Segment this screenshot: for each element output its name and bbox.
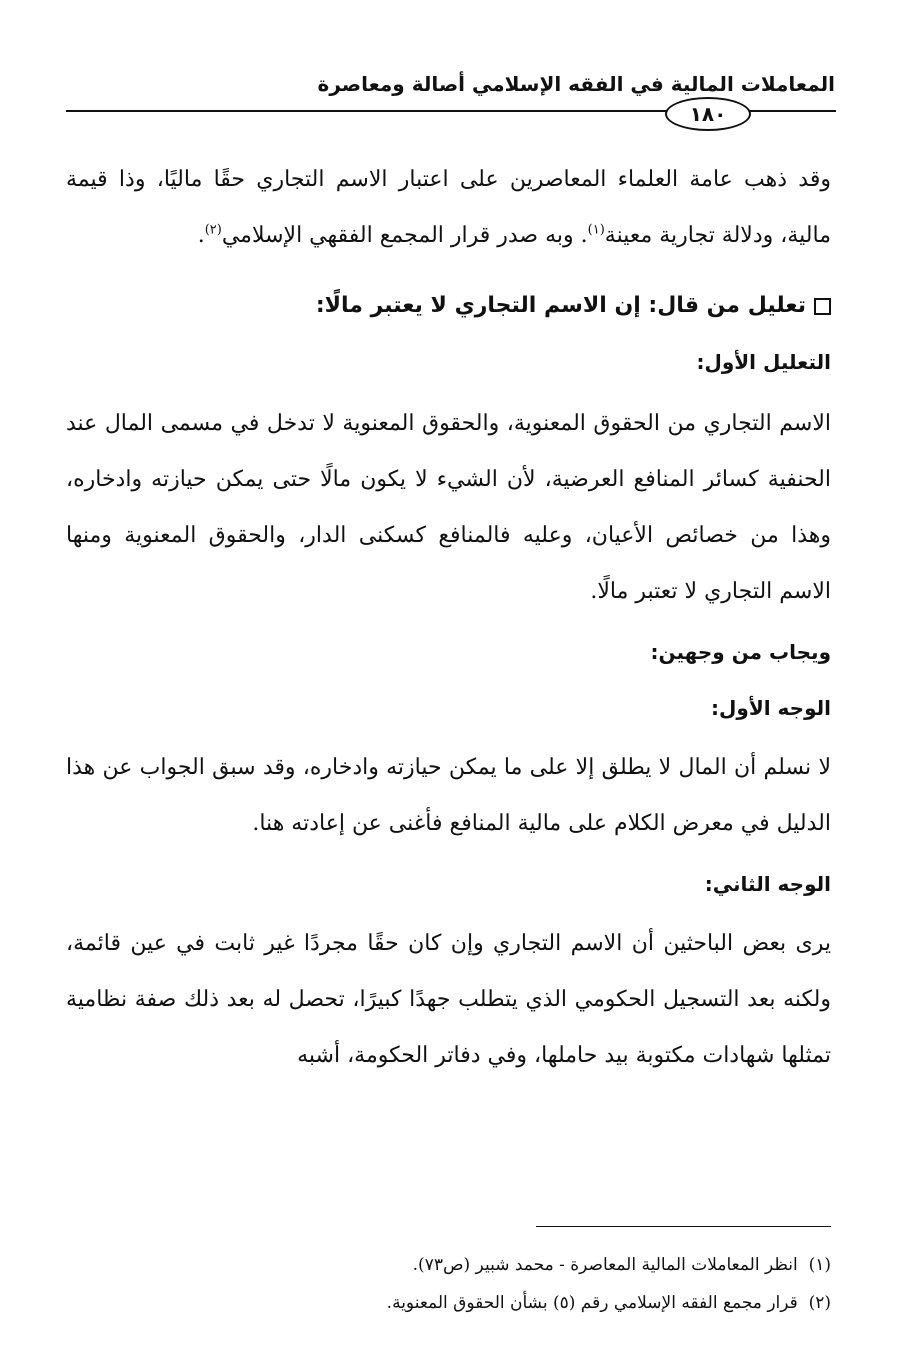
footnotes (71, 1246, 831, 1322)
paragraph-first-reasoning: الاسم التجاري من الحقوق المعنوية، والحقوق المعنوية لا تدخل في مسمى المال عند الحنفية كسائر المنافع العرضية، لأن الشيء لا يكون مالًا حتى يمكن حيازته وادخاره، وهذا من خصائص الأعيان، وعليه فالمنافع كسكنى الدار، والحقوق المعنوية ومنها الاسم التجاري لا تعتبر مالًا. (66, 411, 831, 604)
paragraph-first-aspect: لا نسلم أن المال لا يطلق إلا على ما يمكن حيازته وادخاره، وقد سبق الجواب عن هذا الدليل في معرض الكلام على مالية المنافع فأغنى عن إعادته هنا. (66, 755, 831, 836)
main-text (66, 152, 831, 1084)
first-reasoning-heading: التعليل الأول: (696, 350, 831, 374)
second-aspect-heading: الوجه الثاني: (704, 872, 831, 896)
answer-heading: ويجاب من وجهين: (650, 640, 831, 664)
paragraph-text: . وبه صدر قرار المجمع الفقهي الإسلامي (221, 223, 588, 248)
footnote-ref-1[interactable]: (١) (587, 222, 605, 238)
paragraph-text: . (197, 223, 205, 248)
paragraph-text: وقد ذهب عامة العلماء المعاصرين على اعتبار الاسم التجاري حقًا ماليًا، وذا قيمة مالية، ودلالة تجارية معينة (66, 167, 831, 248)
section-heading-text: تعليل من قال: إن الاسم التجاري لا يعتبر مالًا: (315, 293, 806, 318)
paragraph-contemporary-view (66, 152, 831, 264)
footnote-marker: (١) (808, 1255, 831, 1275)
footnote-text: قرار مجمع الفقه الإسلامي رقم (٥) بشأن الحقوق المعنوية. (386, 1293, 798, 1313)
footnote-2 (71, 1284, 831, 1322)
first-aspect-heading: الوجه الأول: (711, 696, 831, 720)
section-heading (66, 278, 831, 334)
paragraph-second-aspect: يرى بعض الباحثين أن الاسم التجاري وإن كان حقًا مجردًا غير ثابت في عين قائمة، ولكنه بعد التسجيل الحكومي الذي يتطلب جهدًا كبيرًا، تحصل له بعد ذلك صفة نظامية تمثلها شهادات مكتوبة بيد حاملها، وفي دفاتر الحكومة، أشبه (66, 931, 831, 1068)
running-header-title: المعاملات المالية في الفقه الإسلامي أصالة ومعاصرة (317, 72, 835, 96)
footnote-separator (536, 1226, 831, 1227)
footnote-text: انظر المعاملات المالية المعاصرة - محمد شبير (ص٧٣). (412, 1255, 798, 1275)
footnote-ref-2[interactable]: (٢) (204, 222, 222, 238)
square-bullet-icon (814, 298, 831, 315)
page-number: ١٨٠ (665, 97, 751, 131)
footnote-marker: (٢) (808, 1293, 831, 1313)
footnote-1 (71, 1246, 831, 1284)
